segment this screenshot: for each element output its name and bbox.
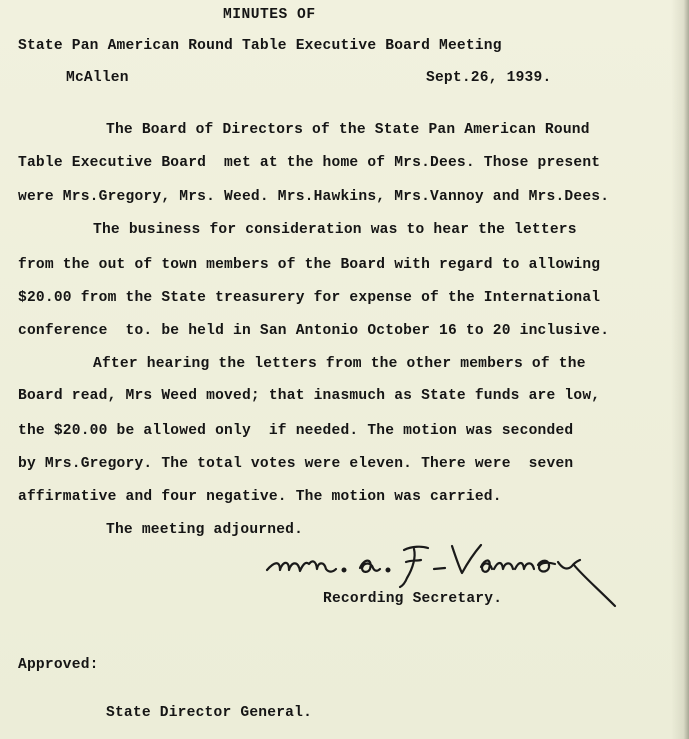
paragraph-line: The business for consideration was to hear the letters bbox=[93, 222, 577, 238]
page-edge-shadow bbox=[671, 0, 689, 739]
meeting-place: McAllen bbox=[66, 70, 129, 86]
paragraph-line: $20.00 from the State treasurery for expense of the International bbox=[18, 290, 601, 306]
director-label: State Director General. bbox=[106, 705, 313, 721]
paragraph-line: After hearing the letters from the other members of the bbox=[93, 356, 586, 372]
approved-label: Approved: bbox=[18, 657, 99, 673]
paragraph-line: Table Executive Board met at the home of Mrs.Dees. Those present bbox=[18, 155, 601, 171]
document-subtitle: State Pan American Round Table Executive Board Meeting bbox=[18, 38, 502, 54]
paragraph-line: the $20.00 be allowed only if needed. The motion was seconded bbox=[18, 423, 574, 439]
document-title: MINUTES OF bbox=[223, 7, 316, 23]
signature-title: Recording Secretary. bbox=[323, 591, 503, 607]
paragraph-line: were Mrs.Gregory, Mrs. Weed. Mrs.Hawkins, Mrs.Vannoy and Mrs.Dees. bbox=[18, 189, 610, 205]
paragraph-line: from the out of town members of the Board with regard to allowing bbox=[18, 257, 601, 273]
paragraph-line: Board read, Mrs Weed moved; that inasmuch as State funds are low, bbox=[18, 388, 601, 404]
paragraph-line: The meeting adjourned. bbox=[106, 522, 304, 538]
paragraph-line: by Mrs.Gregory. The total votes were eleven. There were seven bbox=[18, 456, 574, 472]
meeting-date: Sept.26, 1939. bbox=[426, 70, 552, 86]
paragraph-line: conference to. be held in San Antonio October 16 to 20 inclusive. bbox=[18, 323, 610, 339]
paragraph-line: affirmative and four negative. The motion was carried. bbox=[18, 489, 502, 505]
paragraph-line: The Board of Directors of the State Pan American Round bbox=[106, 122, 590, 138]
